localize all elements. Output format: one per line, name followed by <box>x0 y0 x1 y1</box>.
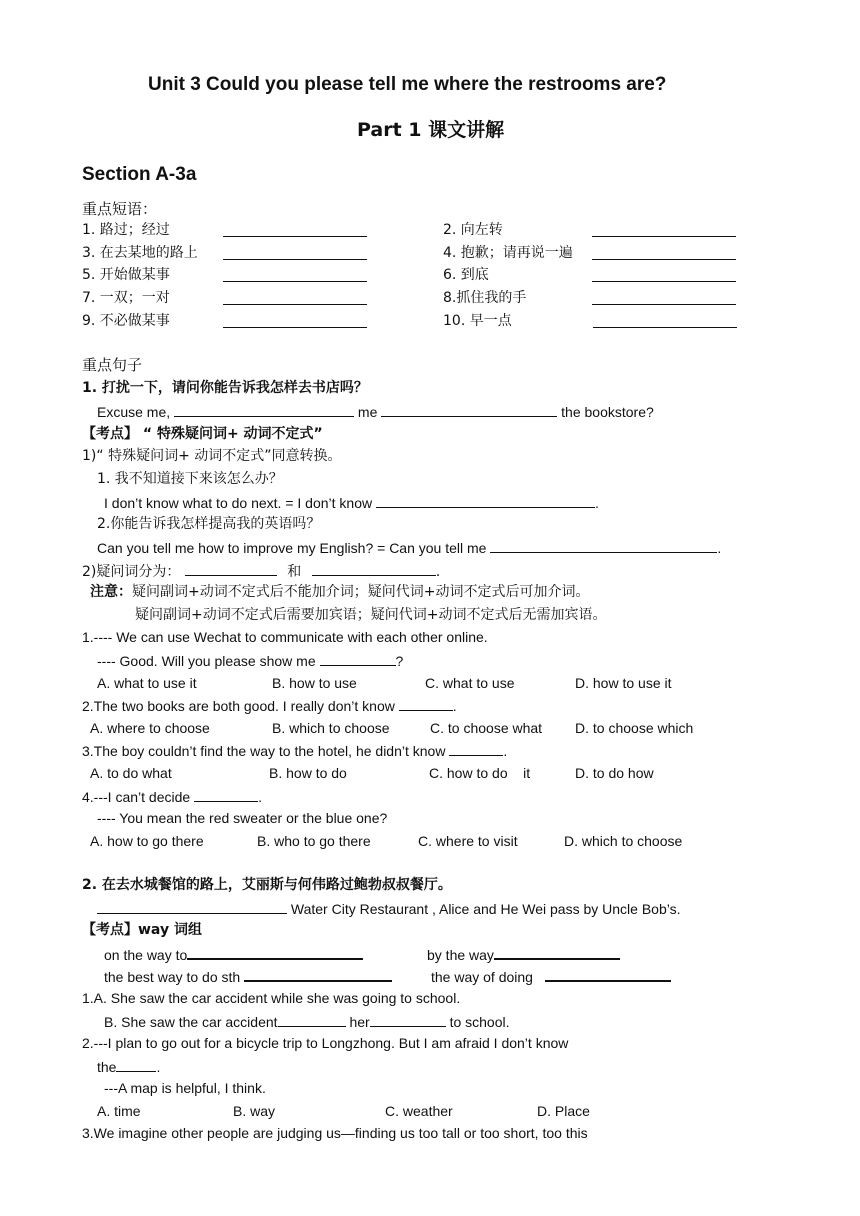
note-label: 注意： <box>90 584 132 600</box>
sentences-heading: 重点句子 <box>82 356 143 374</box>
sentence-text: . <box>503 743 508 759</box>
sentence-text: 2.The two books are both good. I really don’t know <box>82 698 395 714</box>
way-question-1a: 1.A. She saw the car accident while she was going to school. <box>82 990 461 1006</box>
sentence-text: ---- Good. Will you please show me <box>97 653 316 669</box>
option[interactable]: A. how to go there <box>90 833 204 849</box>
question-2 <box>82 696 457 715</box>
option[interactable]: A. what to use it <box>97 675 197 691</box>
sentence-text: B. She saw the car accident <box>104 1014 278 1030</box>
option[interactable]: B. which to choose <box>272 720 390 736</box>
option[interactable]: C. what to use <box>425 675 515 691</box>
option[interactable]: D. how to use it <box>575 675 672 691</box>
answer-blank[interactable] <box>490 538 717 553</box>
sentence-text: to school. <box>449 1014 510 1030</box>
answer-blank[interactable] <box>116 1057 156 1072</box>
sentence-text: I don’t know what to do next. = I don’t know <box>104 495 373 511</box>
phrase-item: 4. 抱歉；请再说一遍 <box>443 245 573 261</box>
sentence-text: . <box>452 698 457 714</box>
answer-blank[interactable] <box>545 966 671 982</box>
sentence-text: the <box>97 1059 117 1075</box>
sentence-text: the best way to do sth <box>104 969 241 985</box>
kaodian-1: 【考点】 “ 特殊疑问词+ 动词不定式” <box>82 426 323 442</box>
option[interactable]: D. which to choose <box>564 833 683 849</box>
answer-blank[interactable] <box>320 651 396 666</box>
option[interactable]: A. where to choose <box>90 720 210 736</box>
option[interactable]: A. time <box>97 1103 141 1119</box>
sentence-text: on the way to <box>104 947 188 963</box>
phrase-item: 6. 到底 <box>443 267 489 283</box>
answer-blank[interactable] <box>381 402 557 417</box>
sentence-text: . <box>595 495 599 511</box>
page-title: Unit 3 Could you please tell me where the restrooms are? <box>148 74 667 95</box>
sentence-text: me <box>357 404 378 420</box>
answer-blank[interactable] <box>97 899 287 914</box>
phrase-blank[interactable] <box>223 267 367 282</box>
answer-blank[interactable] <box>399 696 453 711</box>
phrase-blank[interactable] <box>593 313 737 328</box>
way-phrase-2 <box>427 944 620 964</box>
sentence-text: ? <box>395 653 404 669</box>
phrase-blank[interactable] <box>223 290 367 305</box>
option[interactable]: B. way <box>233 1103 276 1119</box>
answer-blank[interactable] <box>370 1012 446 1027</box>
phrase-blank[interactable] <box>592 222 736 237</box>
sentence-text: 和 <box>287 564 302 580</box>
section-heading: Section A-3a <box>82 164 197 185</box>
sentence-2-en <box>97 899 680 918</box>
phrase-blank[interactable] <box>592 290 736 305</box>
option[interactable]: B. how to use <box>272 675 357 691</box>
phrase-item: 8.抓住我的手 <box>443 290 527 306</box>
part-heading: Part 1 课文讲解 <box>357 119 505 141</box>
question-3 <box>82 741 507 760</box>
sentence-text: the way of doing <box>431 969 533 985</box>
way-question-2-line-3: ---A map is helpful, I think. <box>104 1080 266 1096</box>
answer-blank[interactable] <box>449 741 503 756</box>
note-line-2: 疑问副词+动词不定式后需要加宾语；疑问代词+动词不定式后无需加宾语。 <box>135 607 607 623</box>
sentence-text: . <box>258 789 262 805</box>
question-1: 1.---- We can use Wechat to communicate with each other online. <box>82 629 488 645</box>
way-phrase-1 <box>104 944 363 964</box>
option[interactable]: D. to do how <box>575 765 654 781</box>
option[interactable]: A. to do what <box>90 765 172 781</box>
phrase-item: 1. 路过；经过 <box>82 222 170 238</box>
option[interactable]: C. where to visit <box>418 833 518 849</box>
way-phrase-3 <box>104 966 392 986</box>
phrase-blank[interactable] <box>592 245 736 260</box>
sentence-text: 2)疑问词分为： <box>82 564 181 580</box>
note-text: 疑问副词+动词不定式后不能加介词；疑问代词+动词不定式后可加介词。 <box>132 584 590 600</box>
question-1-line-2 <box>97 651 403 670</box>
answer-blank[interactable] <box>244 966 392 982</box>
answer-blank[interactable] <box>278 1012 346 1027</box>
answer-blank[interactable] <box>194 787 258 802</box>
phrase-item: 2. 向左转 <box>443 222 503 238</box>
sentence-text: 3.The boy couldn’t find the way to the hotel, he didn’t know <box>82 743 446 759</box>
way-question-2-line-2 <box>97 1057 160 1076</box>
phrases-heading: 重点短语： <box>82 200 158 218</box>
sentence-text: Water City Restaurant , Alice and He Wei pass by Uncle Bob’s. <box>290 901 681 917</box>
phrase-item: 10. 早一点 <box>443 313 512 329</box>
kaodian-2: 【考点】way 词组 <box>82 922 202 938</box>
example-2-en <box>97 538 721 557</box>
sentence-2-cn: 2. 在去水城餐馆的路上，艾丽斯与何伟路过鲍勃叔叔餐厅。 <box>82 877 452 893</box>
answer-blank[interactable] <box>376 493 595 508</box>
sentence-text: . <box>435 564 441 580</box>
example-1-cn: 1. 我不知道接下来该怎么办？ <box>97 471 283 487</box>
phrase-blank[interactable] <box>223 245 367 260</box>
answer-blank[interactable] <box>312 561 436 576</box>
sentence-text: by the way <box>427 947 494 963</box>
rule-2 <box>82 561 440 581</box>
way-question-2: 2.---I plan to go out for a bicycle trip to Longzhong. But I am afraid I don’t know <box>82 1035 569 1051</box>
phrase-item: 7. 一双；一对 <box>82 290 170 306</box>
answer-blank[interactable] <box>185 561 277 576</box>
note-line-1 <box>90 583 589 601</box>
option[interactable]: D. to choose which <box>575 720 694 736</box>
way-question-1b <box>104 1012 510 1031</box>
question-4 <box>82 787 262 806</box>
sentence-text: . <box>717 540 722 556</box>
phrase-item: 9. 不必做某事 <box>82 313 170 329</box>
way-phrase-4 <box>431 966 671 986</box>
answer-blank[interactable] <box>174 402 354 417</box>
sentence-text: her <box>349 1014 370 1030</box>
sentence-1-cn: 1. 打扰一下，请问你能告诉我怎样去书店吗？ <box>82 380 368 396</box>
phrase-item: 5. 开始做某事 <box>82 267 170 283</box>
sentence-text: . <box>156 1059 161 1075</box>
rule-1: 1)“ 特殊疑问词+ 动词不定式”同意转换。 <box>82 448 342 464</box>
sentence-text: the bookstore? <box>561 404 654 420</box>
phrase-blank[interactable] <box>223 313 367 328</box>
example-2-cn: 2.你能告诉我怎样提高我的英语吗？ <box>97 516 321 532</box>
sentence-text: Excuse me, <box>97 404 171 420</box>
sentence-text: Can you tell me how to improve my English? = Can you tell me <box>97 540 487 556</box>
way-question-3: 3.We imagine other people are judging us—finding us too tall or too short, too this <box>82 1125 588 1141</box>
sentence-text: 4.---I can’t decide <box>82 789 191 805</box>
answer-blank[interactable] <box>187 944 363 960</box>
example-1-en <box>104 493 599 512</box>
option[interactable]: B. how to do <box>269 765 347 781</box>
phrase-blank[interactable] <box>223 222 367 237</box>
phrase-blank[interactable] <box>592 267 736 282</box>
option[interactable]: B. who to go there <box>257 833 371 849</box>
option[interactable]: D. Place <box>537 1103 590 1119</box>
option[interactable]: C. how to do it <box>429 765 531 781</box>
phrase-item: 3. 在去某地的路上 <box>82 245 198 261</box>
sentence-1-en <box>97 402 654 421</box>
question-4-line-2: ---- You mean the red sweater or the blue one? <box>97 810 388 826</box>
option[interactable]: C. weather <box>385 1103 453 1119</box>
option[interactable]: C. to choose what <box>430 720 543 736</box>
answer-blank[interactable] <box>494 944 620 960</box>
